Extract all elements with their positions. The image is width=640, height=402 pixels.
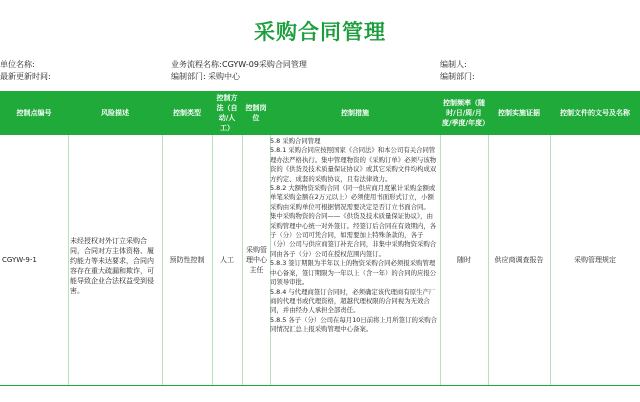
measure-paragraph: 5.8.2 大额物资采购合同（同一供应商月度累计采购金额或单笔采购金额在2万元以上）必须使用书面形式订立，小额采购由采购单位可根据情况需要决定是否订立书面合同。: [270, 184, 436, 211]
measure-paragraph: 5.8 采购合同管理: [270, 137, 321, 145]
row-bottom: [0, 385, 640, 402]
col-evidence: 控制实施证据: [498, 109, 540, 117]
col-document: 控制文件的文号及名称: [560, 109, 630, 117]
measure-paragraph: 5.8.1 采购合同应按照国家《合同法》和本公司有关合同管理办法严格执行。集中管理物资的《采购订单》必须与该物资的《供货及技术质量保证协议》或其它采购文件均构成双方约定、成套的采购协议，且有法律效力。: [270, 146, 437, 183]
col-measures: 控制措施: [341, 109, 369, 117]
updated-label: 最新更新时间:: [0, 72, 51, 81]
unit-label: 单位名称:: [0, 60, 35, 69]
risk-description: 未经授权对外订立采购合同，合同对方主体资格、履约能力等未达要求，合同内容存在重大疏漏和欺诈，可能导致企业合法权益受到侵害。: [70, 237, 154, 295]
dept-value: 采购中心: [208, 72, 240, 81]
control-measures: [270, 137, 438, 335]
control-method: 人工: [220, 256, 234, 264]
process-label: 业务流程名称:: [171, 60, 222, 69]
divider: [68, 135, 69, 385]
table-header: [0, 91, 640, 135]
col-risk: 风险描述: [101, 109, 129, 117]
measure-paragraph: 5.8.5 各子（分）公司在每月10日前将上月所签订的采购合同情况汇总上报采购管理中心备案。: [270, 315, 438, 334]
col-type: 控制类型: [173, 109, 201, 117]
control-frequency: 随时: [457, 256, 471, 264]
control-id: CGYW-9-1: [2, 256, 37, 264]
col-frequency: 控制频率（随时/日/周/月度/季度/年度）: [442, 99, 490, 127]
page-title: 采购合同管理: [254, 20, 386, 44]
dept-label: 编制部门:: [171, 72, 206, 81]
control-evidence: 供应商调查报告: [494, 256, 544, 264]
control-type: 预防性控制: [169, 256, 205, 264]
control-document: 采购管理规定: [574, 256, 616, 264]
col-id: 控制点编号: [16, 109, 52, 117]
row-border: [0, 385, 640, 386]
editor-dept-label: 编制部门:: [440, 72, 475, 81]
measure-paragraph: 5.8.3 签订期限为半年以上的物资采购合同必须报采购管理中心备案，签订期限为一年以上（含一年）的合同的应报公司领导审批。: [270, 259, 437, 287]
editor-label: 编制人:: [440, 60, 467, 69]
measure-paragraph: 集中采购物资的合同——《供货及技术质量保证协议》，由采购管理中心统一对外签订。经签订后合同在有效期内，各子（分）公司可凭合同，如需要加上特殊条款的，各子（分）公司与供应商签订补充合同，非集中采购物资采购合同由各子（分）公司在授权范围内签订。: [270, 212, 437, 258]
col-position: 控制岗位: [245, 104, 267, 122]
control-position: 采购管理中心主任: [246, 246, 267, 274]
process-value: CGYW-09采购合同管理: [222, 60, 307, 69]
measure-paragraph: 5.8.4 与代理商签订合同时，必须确定该代理商有原生产厂商的代理书或代理资格，超越代理权限的合同视为无效合同，并由经办人承担全部责任。: [270, 287, 436, 315]
col-method: 控制方法（自动/人工）: [216, 94, 238, 132]
